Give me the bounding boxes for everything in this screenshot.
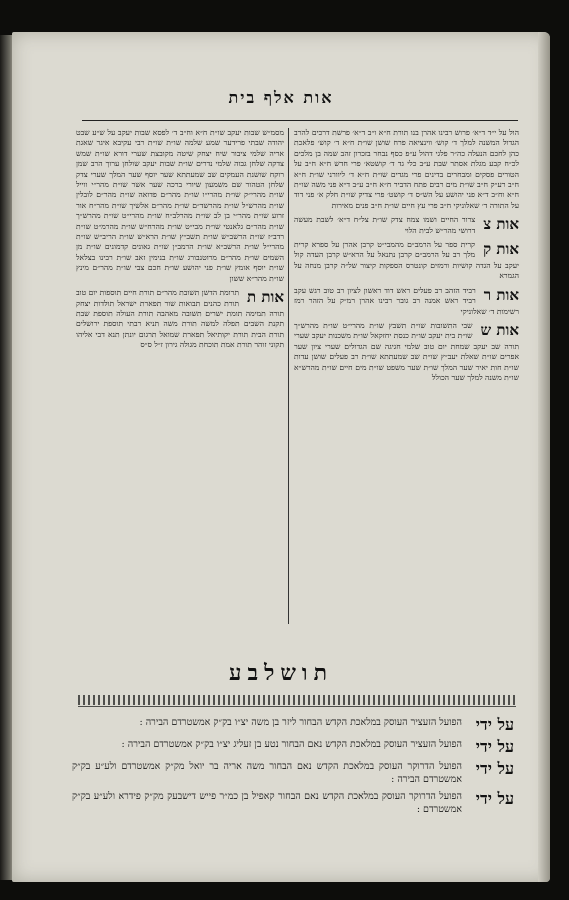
right-section-continuation bbox=[294, 128, 519, 211]
printer-entry bbox=[72, 760, 514, 786]
printer-text: הפועל הזעציר העוסק במלאכת הקדש נאם הבחור נטע בן זעליג יצ״ו בק״ק אמשטרדם הבירה : bbox=[121, 739, 462, 750]
section-text: קרית ספר על הרמב״ם מהמבי״ט קרבן אהרן על ספרא קרית מלך רב על הרמב״ם קרבן נתנאל על הרא״ש קרבן העדה קול יעקב על הגדה קושיות ורמזים קונטרס הספקות קיצור של״ה קרבן מנחה על הגמרא bbox=[294, 240, 519, 281]
printer-entry bbox=[72, 738, 514, 756]
printer-text: הפועל הדרוקר העוסק במלאכת הקדש נאם הבחור קאפיל בן כמ״ר פייש דישבעק מק״ק פידרא ולע״ע בק״ק אמשטרדם : bbox=[72, 791, 462, 815]
ornamental-border bbox=[78, 695, 516, 705]
section-text: מסמ״ש שבות יעקב שו״ת ח״א וח״ב ד׳ לפסא שבות יעקב על ש״ע שבט יהודה שבתי פרידער שמע שלמה שו״ת שו״ת רבי עקיבא איגר שאגת אריה שלמי ציבור שיח יצחק שיטה מקובצת שערי דורא שו״ת שמש צדקה שלחן גבוה שלמי נדרים שו״ת שבות יעקב שולחן ערוך הרב שמן רוקח שושנת העמקים שב שמעתתא שער יוסף שער המלך שערי צדק שלחן הטהור שם משמעון שיורי ברכה שער אשר שו״ת מהר״י ווייל שו״ת מהרי״ק שו״ת מהרי״ו שו״ת מהר״ם פדואה שו״ת מהר״ם לובלין שו״ת מהרש״ל שו״ת מהרשד״ם שו״ת מהר״ם אלשיך שו״ת מהר״ח אור זרוע שו״ת מהר״י בן לב שו״ת מהרלב״ח שו״ת מהרי״ט שו״ת מהרש״ך שו״ת מהר״ם גלאנטי שו״ת מבי״ט שו״ת מהרח״ש שו״ת מהרמ״ט שו״ת רדב״ז שו״ת הרשב״ש שו״ת תשב״ץ שו״ת הרא״ש שו״ת הריב״ש שו״ת מהרי״ל שו״ת הרשב״א שו״ת הרמב״ן שו״ת גאונים קדמונים שו״ת מן השמים שו״ת מהר״ם מרוטנבורג שו״ת בנימין זאב שו״ת רבינו בצלאל שו״ת יוסף אומץ שו״ת פני יהושע שו״ת חכם צבי שו״ת מהר״ם מינץ שו״ת מהר״א ששון bbox=[76, 128, 284, 283]
printers-colophon bbox=[72, 716, 514, 820]
running-head: אות אלף בית bbox=[228, 88, 334, 107]
section-tav bbox=[76, 288, 284, 350]
section-heading: אות ת bbox=[247, 288, 284, 307]
printer-text: הפועל הדרוקר העוסק במלאכת הקדש נאם הבחור משה אריה בר יואל מק״ק אמשטרדם ולע״ע בק״ק אמשטרדם הבירה : bbox=[72, 761, 462, 785]
section-text: צרור החיים ושמו צמח צדק שו״ת צל״ח ד״א׳ לשבת מעשה דרושי מהר״ש לבית הלוי bbox=[294, 215, 476, 235]
printer-label: על ידי bbox=[475, 715, 514, 734]
printer-entry bbox=[72, 790, 514, 816]
section-text: רביד הזהב רב פעלים ראש דוד ראשון לציון רב טוב רגש עקב רביד ראש אמנה רב גובר רבינו אהרן רמ״ק על הזהר רמז רשימות ד׳ שאלוניקי bbox=[294, 285, 519, 316]
printer-label: על ידי bbox=[475, 759, 514, 778]
colophon-title: תושלבע bbox=[229, 660, 333, 686]
section-text: שבי התשובות שו״ת תשבץ שו״ת מהרי״ט שו״ת מהרש״ך שו״ת בית יעקב שו״ת כנסת יחזקאל שו״ת משכנות יעקב שערי תורה שב יעקב שמחת יום טוב שלמי חגיגה שם הגדולים שערי ציון שער אפרים שו״ת שאלת יעב״ץ שו״ת שב שמעתתא שו״ת רב פעלים שושן עדות שו״ת חות יאיר שער המלך שו״ת שער משפט שו״ת מים חיים שו״ת מהרש״א שו״ת משנה למלך שער הכולל bbox=[294, 320, 519, 382]
section-heading: אות צ bbox=[483, 215, 519, 234]
left-section-continuation bbox=[76, 128, 284, 284]
section-kuf bbox=[294, 240, 519, 282]
section-heading: אות ק bbox=[483, 240, 519, 259]
right-column bbox=[294, 128, 519, 644]
section-text: הול על י״ד ד״א׳ פרוש רבינו אהרן בנו תורת ח״א ו״ב ד״א׳ פרשת דרכים להרב הגדול המשנה למלך ד׳ קוש׳ ווינציאה פרח שושן שו״ת ח״א ד׳ קוש׳ פלאכת כהן לחכם הנעלה כה״ר פלגי דהול ע״פ כסף נבחר בזכרון זהב שמה בן מלכים לכ״ח קבע מגלת אסתר שבת ע״ב כלי גד ד׳ קושטא׳ פרי חדש ח״א ח״ב על הטורים פסקים ומבחרים בדינים פרי מגדים שו״ת ח״א ד׳ ליוורני שו״ת ח״א ח״ב רע״ק ח״ב שו״ת מים רבים פתח הדביר ח״א ח״ב ע״ב ד״א פני משה שו״ת ח״א וח״ב ד״א פני יהושע על הש״ס ד׳ קושט׳ פרי צדיק שו״ת חלק א׳ פני דוד על התורה ד׳ שאלוניקי ח״ב פרי עץ חיים שו״ת ח״ב פנים מאירות bbox=[294, 128, 519, 210]
section-shin bbox=[294, 321, 519, 383]
section-heading: אות ר bbox=[483, 285, 519, 304]
page-edge bbox=[538, 32, 550, 882]
column-divider bbox=[288, 128, 289, 624]
printer-text: הפועל הזעציר העוסק במלאכת הקדש הבחור ליזר בן משה יצ״ו בק״ק אמשטרדם הבירה : bbox=[139, 717, 462, 728]
section-resh bbox=[294, 286, 519, 317]
header-rule bbox=[82, 120, 518, 121]
book-page bbox=[12, 32, 550, 882]
printer-label: על ידי bbox=[475, 737, 514, 756]
section-heading: אות ש bbox=[480, 320, 519, 339]
section-tsadi bbox=[294, 215, 519, 236]
printer-label: על ידי bbox=[475, 789, 514, 808]
printer-entry bbox=[72, 716, 514, 734]
left-column bbox=[76, 128, 284, 644]
section-text: תרומת הדשן תשובת מהר״ם תורת חיים תוספות יום טוב תורת כהנים תבואות שור תפארת ישראל תולדות יצחק תורה תמימה תומת ישרים תשובה מאהבה תורת העולה תוספת שבת תקנת השבים תפלה למשה תורת משה תניא רבתי תוספת ירושלים תורת הבית תורת יקותיאל תפארת שמואל תרגום יונתן תנא דבי אליהו תקוני זוהר תורת אמת תוכחת מגולה גירון ז״ל ס״ס bbox=[76, 288, 284, 350]
